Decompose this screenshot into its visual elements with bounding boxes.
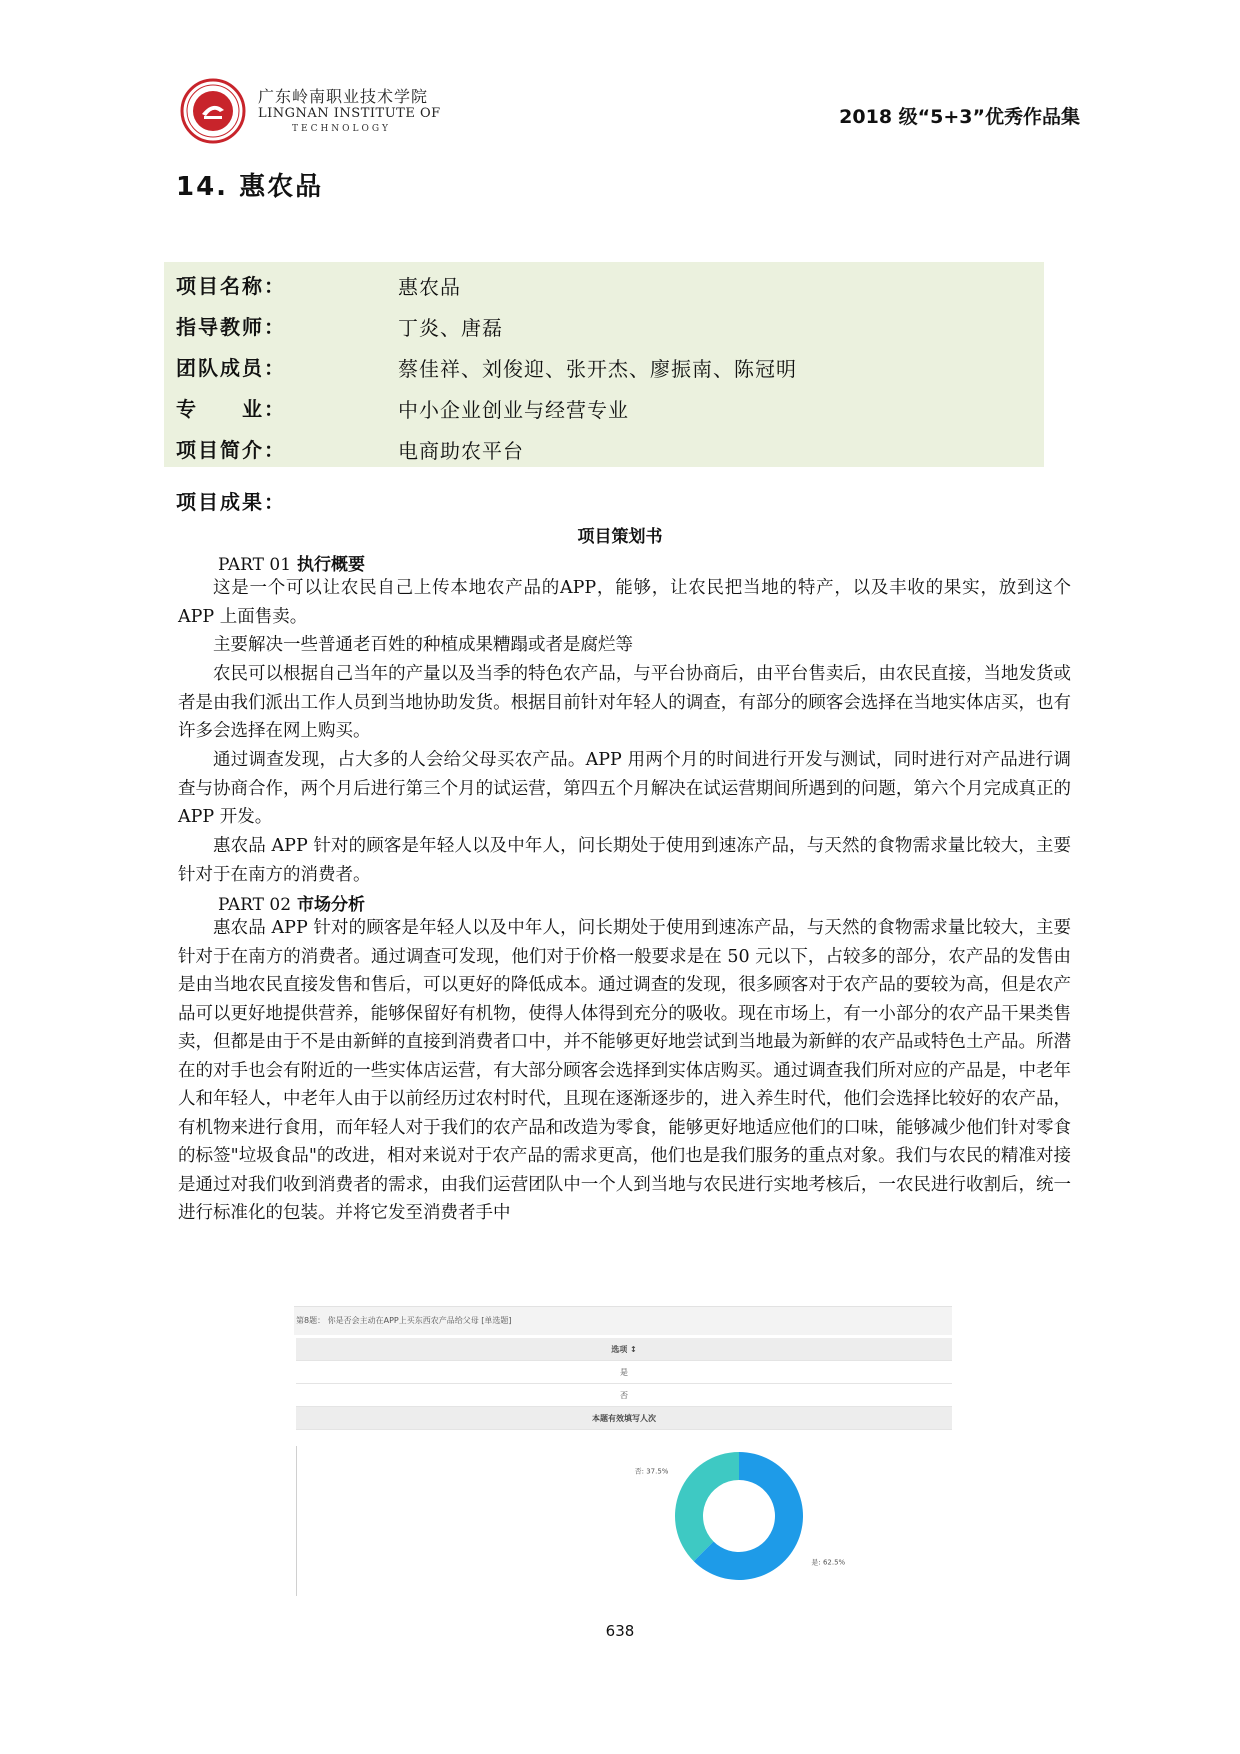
school-name-en-sub: TECHNOLOGY <box>292 124 391 134</box>
info-row <box>164 262 1044 303</box>
paragraph: 惠农品 APP 针对的顾客是年轻人以及中年人，问长期处于使用到速冻产品，与天然的食物需求量比较大，主要针对于在南方的消费者。通过调查可发现，他们对于价格一般要求是在 50 元以下，占较多的部分，农产品的发售由是由当地农民直接发售和售后，可以更好的降低成本。通过调查的发现，很多顾客对于农产品的要较为高，但是农产品可以更好地提供营养，能够保留好有机物，使得人体得到充分的吸收。现在市场上，有一小部分的农产品干果类售卖，但都是由于不是由新鲜的直接到消费者口中，并不能够更好地尝试到当地最为新鲜的农产品或特色土产品。所潜在的对手也会有附近的一些实体店运营，有大部分顾客会选择到实体店购买。通过调查我们所对应的产品是，中老年人和年轻人，中老年人由于以前经历过农村时代，且现在逐渐逐步的，进入养生时代，他们会选择比较好的农产品，有机物来进行食用，而年轻人对于我们的农产品和改造为零食，能够更好地适应他们的口味，能够减少他们针对零食的标签"垃圾食品"的改进，相对来说对于农产品的需求更高，他们也是我们服务的重点对象。我们与农民的精准对接是通过对我们收到消费者的需求，由我们运营团队中一个人到当地与农民进行实地考核后，一农民进行收割后，统一进行标准化的包装。并将它发至消费者手中 <box>178 918 1071 1223</box>
info-value: 蔡佳祥、刘俊迎、张开杰、廖振南、陈冠明 <box>398 357 797 381</box>
part-heading <box>218 550 365 575</box>
school-name-en: LINGNAN INSTITUTE OF <box>258 106 441 121</box>
info-row <box>164 303 1044 344</box>
part-number: PART 01 <box>218 555 292 575</box>
info-label: 项目简介： <box>176 438 286 462</box>
plan-title: 项目策划书 <box>577 527 663 547</box>
survey-question: 第8题： 你是否会主动在APP上买东西农产品给父母 [单选题] <box>296 1316 512 1325</box>
info-value: 电商助农平台 <box>398 439 524 463</box>
info-label: 团队成员： <box>176 356 286 380</box>
survey-question-bar <box>294 1306 952 1335</box>
part-name: 执行概要 <box>296 555 365 575</box>
info-value: 惠农品 <box>398 275 461 299</box>
table-row <box>296 1384 952 1407</box>
school-name-cn: 广东岭南职业技术学院 <box>258 87 429 106</box>
info-row <box>164 426 1044 467</box>
paragraph: 通过调查发现，占大多的人会给父母买农产品。APP 用两个月的时间进行开发与测试，同时进行对产品进行调查与协商合作，两个月后进行第三个月的试运营，第四五个月解决在试运营期间所遇到的问题，第六个月完成真正的 APP 开发。 <box>178 750 1071 827</box>
table-header-row <box>296 1338 952 1361</box>
slice-label-yes: 是: 62.5% <box>811 1558 846 1567</box>
collection-title: 2018 级“5+3”优秀作品集 <box>839 106 1080 128</box>
table-cell: 本题有效填写人次 <box>296 1407 952 1430</box>
survey-table <box>296 1338 952 1430</box>
donut-slice-no <box>675 1452 739 1561</box>
donut-chart <box>297 1446 953 1596</box>
table-header-cell: 选项 ↕ <box>296 1338 952 1361</box>
table-row <box>296 1361 952 1384</box>
project-info-table <box>164 262 1044 467</box>
page-number: 638 <box>605 1622 635 1640</box>
survey-screenshot <box>294 1306 952 1606</box>
info-row <box>164 344 1044 385</box>
table-total-row <box>296 1407 952 1430</box>
result-label: 项目成果： <box>176 490 286 514</box>
info-label: 指导教师： <box>176 315 286 339</box>
table-cell: 否 <box>296 1384 952 1407</box>
chart-area <box>296 1446 953 1596</box>
paragraph: 这是一个可以让农民自己上传本地农产品的APP，能够，让农民把当地的特产，以及丰收的果实，放到这个 APP 上面售卖。 <box>178 578 1071 627</box>
table-cell: 是 <box>296 1361 952 1384</box>
info-row <box>164 385 1044 426</box>
section-title: 14. 惠农品 <box>176 172 324 202</box>
paragraph: 农民可以根据自己当年的产量以及当季的特色农产品，与平台协商后，由平台售卖后，由农民直接，当地发货或者是由我们派出工作人员到当地协助发货。根据目前针对年轻人的调查，有部分的顾客会选择在当地实体店买，也有许多会选择在网上购买。 <box>178 664 1071 741</box>
info-label: 项目名称： <box>176 274 286 298</box>
slice-label-no: 否: 37.5% <box>634 1467 669 1476</box>
info-value: 丁炎、唐磊 <box>398 316 503 340</box>
info-value: 中小企业创业与经营专业 <box>398 398 629 422</box>
school-logo <box>180 78 246 144</box>
info-label: 专 业： <box>176 397 286 421</box>
part-name: 市场分析 <box>296 895 365 915</box>
part-number: PART 02 <box>218 895 292 915</box>
part-heading <box>218 890 365 915</box>
paragraph: 惠农品 APP 针对的顾客是年轻人以及中年人，问长期处于使用到速冻产品，与天然的食物需求量比较大，主要针对于在南方的消费者。 <box>178 836 1071 885</box>
paragraph: 主要解决一些普通老百姓的种植成果糟蹋或者是腐烂等 <box>213 635 633 655</box>
